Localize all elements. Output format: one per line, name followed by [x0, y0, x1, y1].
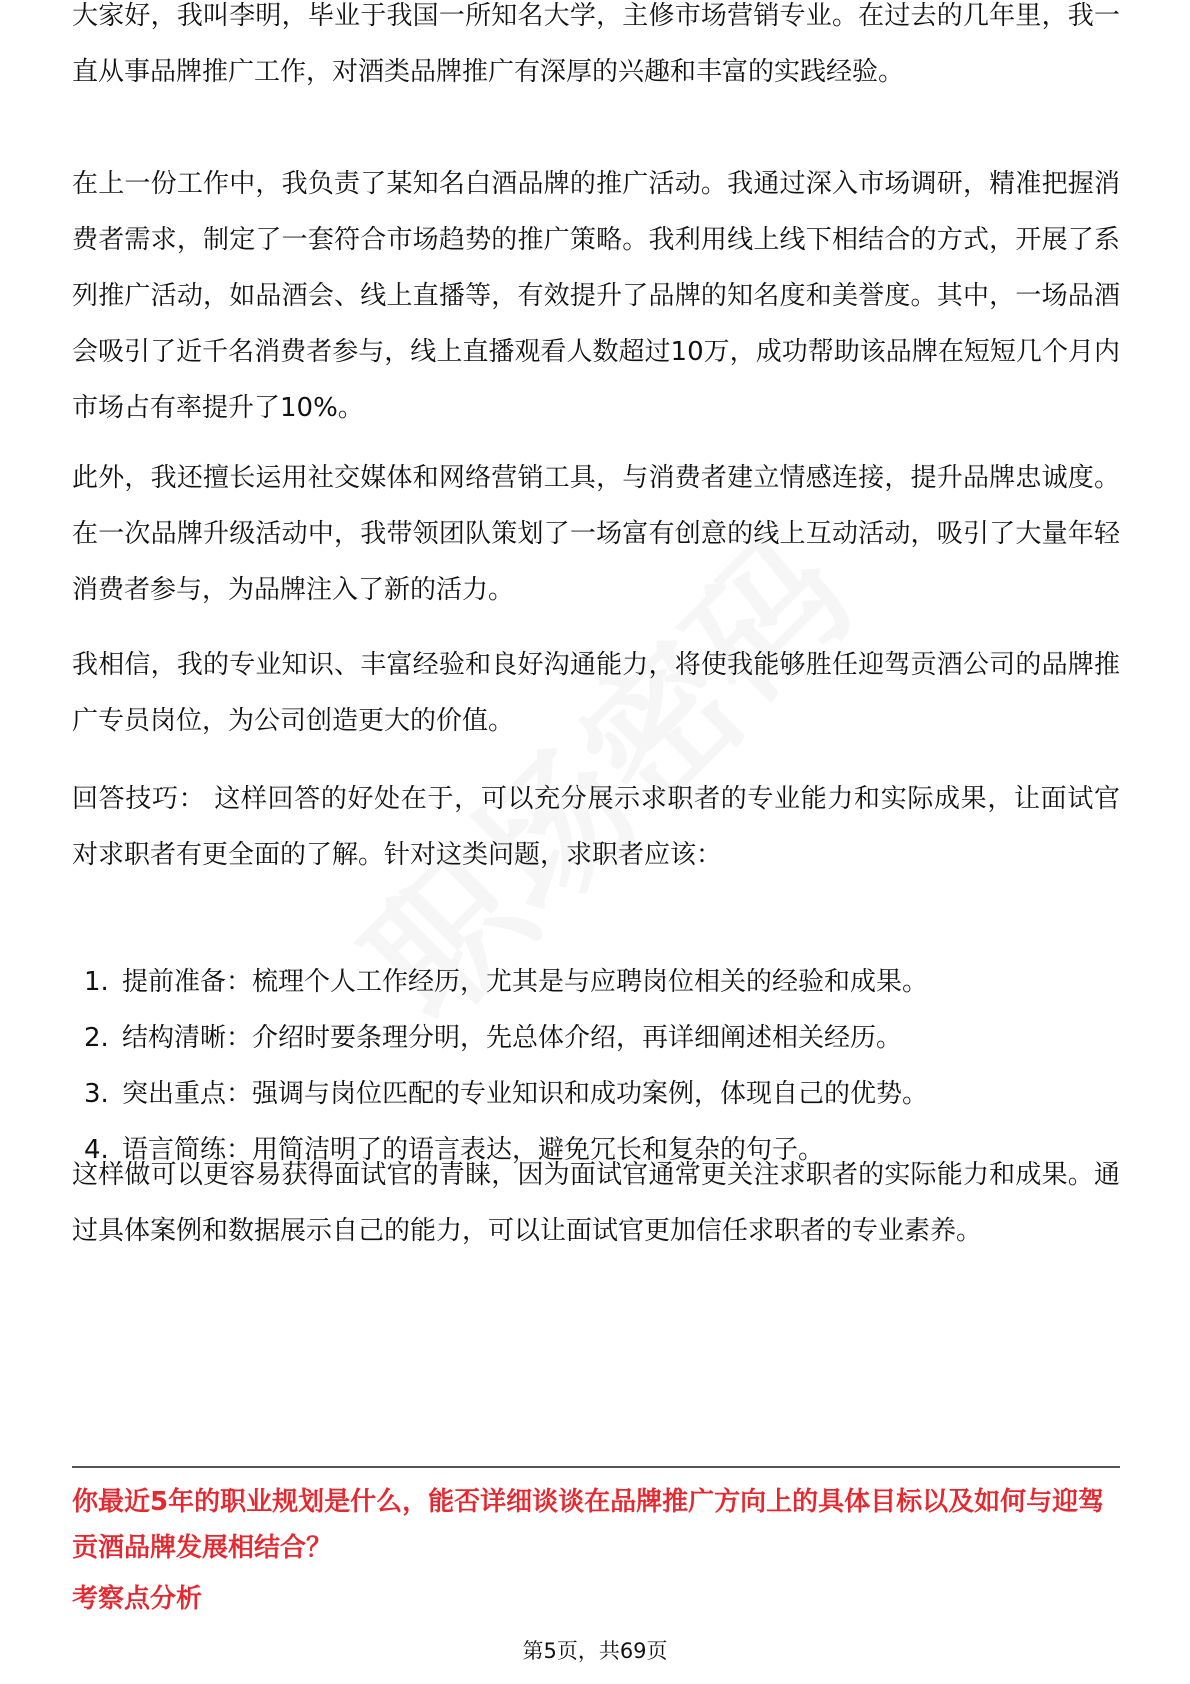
- section-divider: [72, 1466, 1120, 1468]
- list-number: 3.: [84, 1079, 109, 1109]
- answer-tips-paragraph: 回答技巧： 这样回答的好处在于，可以充分展示求职者的专业能力和实际成果，让面试官对求职者有更全面的了解。针对这类问题，求职者应该：: [72, 784, 1120, 870]
- page-number: 第5页，共69页: [522, 1639, 668, 1663]
- intro-paragraph: 大家好，我叫李明，毕业于我国一所知名大学，主修市场营销专业。在过去的几年里，我一直从事品牌推广工作，对酒类品牌推广有深厚的兴趣和丰富的实践经验。: [72, 1, 1120, 87]
- list-item-text: 提前准备：梳理个人工作经历，尤其是与应聘岗位相关的经验和成果。: [122, 967, 929, 997]
- confidence-paragraph: 我相信，我的专业知识、丰富经验和良好沟通能力，将使我能够胜任迎驾贡酒公司的品牌推广专员岗位，为公司创造更大的价值。: [72, 650, 1120, 736]
- interview-question: 你最近5年的职业规划是什么，能否详细谈谈在品牌推广方向上的具体目标以及如何与迎驾贡酒品牌发展相结合？: [72, 1487, 1105, 1563]
- section-heading: 考察点分析: [72, 1584, 203, 1614]
- closing-paragraph: 这样做可以更容易获得面试官的青睐，因为面试官通常更关注求职者的实际能力和成果。通过具体案例和数据展示自己的能力，可以让面试官更加信任求职者的专业素养。: [72, 1160, 1120, 1246]
- social-media-paragraph: 此外，我还擅长运用社交媒体和网络营销工具，与消费者建立情感连接，提升品牌忠诚度。在一次品牌升级活动中，我带领团队策划了一场富有创意的线上互动活动，吸引了大量年轻消费者参与，为品牌注入了新的活力。: [72, 463, 1120, 605]
- list-item-text: 语言简练：用简洁明了的语言表达，避免冗长和复杂的句子。: [122, 1135, 825, 1165]
- list-item: [84, 1066, 928, 1122]
- list-number: 1.: [84, 967, 109, 997]
- list-item-text: 结构清晰：介绍时要条理分明，先总体介绍，再详细阐述相关经历。: [122, 1023, 903, 1053]
- experience-paragraph: 在上一份工作中，我负责了某知名白酒品牌的推广活动。我通过深入市场调研，精准把握消费者需求，制定了一套符合市场趋势的推广策略。我利用线上线下相结合的方式，开展了系列推广活动，如品酒会、线上直播等，有效提升了品牌的知名度和美誉度。其中，一场品酒会吸引了近千名消费者参与，线上直播观看人数超过10万，成功帮助该品牌在短短几个月内市场占有率提升了10%。: [72, 169, 1120, 423]
- list-number: 2.: [84, 1023, 109, 1053]
- list-item: [84, 954, 928, 1010]
- list-number: 4.: [84, 1135, 109, 1165]
- list-item: [84, 1010, 928, 1066]
- tips-list: [84, 954, 928, 1178]
- list-item-text: 突出重点：强调与岗位匹配的专业知识和成功案例，体现自己的优势。: [122, 1079, 929, 1109]
